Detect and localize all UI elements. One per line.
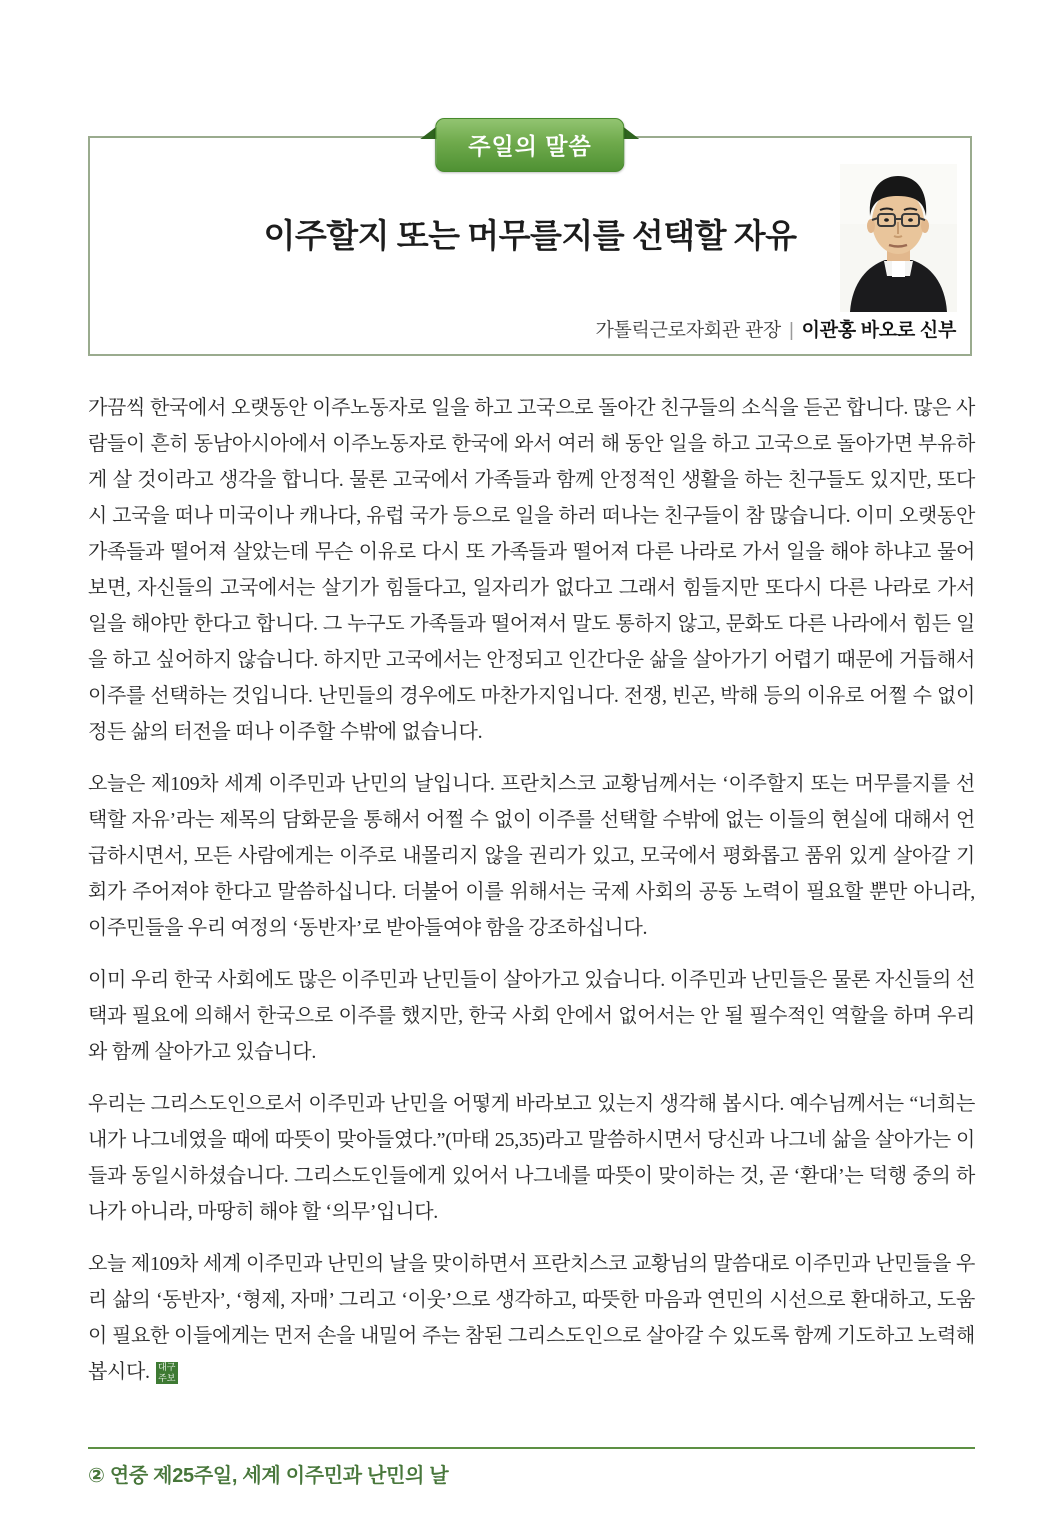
byline-separator: | xyxy=(788,320,794,341)
paragraph-1: 가끔씩 한국에서 오랫동안 이주노동자로 일을 하고 고국으로 돌아간 친구들의 소식을 듣곤 합니다. 많은 사람들이 흔히 동남아시아에서 이주노동자로 한국에 와서 여러 해 동안 일을 하고 고국으로 돌아가면 부유하게 살 것이라고 생각을 합니다. 물론 고국에서 가족들과 함께 안정적인 생활을 하는 친구들도 있지만, 또다시 고국을 떠나 미국이나 캐나다, 유럽 국가 등으로 일을 하러 떠나는 친구들이 참 많습니다. 이미 오랫동안 가족들과 떨어져 살았는데 무슨 이유로 다시 또 가족들과 떨어져 다른 나라로 가서 일을 해야 하냐고 물어보면, 자신들의 고국에서는 살기가 힘들다고, 일자리가 없다고 그래서 힘들지만 또다시 다른 나라로 가서 일을 해야만 한다고 합니다. 그 누구도 가족들과 떨어져서 말도 통하지 않고, 문화도 다른 나라에서 힘든 일을 하고 싶어하지 않습니다. 하지만 고국에서는 안정되고 인간다운 삶을 살아가기 어렵기 때문에 거듭해서 이주를 선택하는 것입니다. 난민들의 경우에도 마찬가지입니다. 전쟁, 빈곤, 박해 등의 이유로 어쩔 수 없이 정든 삶의 터전을 떠나 이주할 수밖에 없습니다. xyxy=(88,397,975,743)
paragraph-2: 오늘은 제109차 세계 이주민과 난민의 날입니다. 프란치스코 교황님께서는 ‘이주할지 또는 머무를지를 선택할 자유’라는 제목의 담화문을 통해서 어쩔 수 없이 이주를 선택할 수밖에 없는 이들의 현실에 대해서 언급하시면서, 모든 사람에게는 이주로 내몰리지 않을 권리가 있고, 모국에서 평화롭고 품위 있게 살아갈 기회가 주어져야 한다고 말씀하십니다. 더불어 이를 위해서는 국제 사회의 공동 노력이 필요할 뿐만 아니라, 이주민들을 우리 여정의 ‘동반자’로 받아들여야 함을 강조하십니다. xyxy=(88,773,975,939)
paragraph-5-text: 오늘 제109차 세계 이주민과 난민의 날을 맞이하면서 프란치스코 교황님의 말씀대로 이주민과 난민들을 우리 삶의 ‘동반자’, ‘형제, 자매’ 그리고 ‘이웃’으로 생각하고, 따뜻한 마음과 연민의 시선으로 환대하고, 도움이 필요한 이들에게는 먼저 손을 내밀어 주는 참된 그리스도인으로 살아갈 수 있도록 함께 기도하고 노력해 봅시다. xyxy=(88,1253,975,1383)
publisher-stamp-line2: 주보 xyxy=(158,1373,176,1383)
byline-affiliation: 가톨릭근로자회관 관장 xyxy=(595,320,781,341)
article-title: 이주할지 또는 머무를지를 선택할 자유 xyxy=(263,219,797,255)
publisher-stamp-icon xyxy=(156,1362,178,1384)
paragraph-4: 우리는 그리스도인으로서 이주민과 난민을 어떻게 바라보고 있는지 생각해 봅시다. 예수님께서는 “너희는 내가 나그네였을 때에 따뜻이 맞아들였다.”(마태 25,35)라고 말씀하시면서 당신과 나그네 삶을 살아가는 이들과 동일시하셨습니다. 그리스도인들에게 있어서 나그네를 따뜻이 맞이하는 것, 곧 ‘환대’는 덕행 중의 하나가 아니라, 마땅히 해야 할 ‘의무’입니다. xyxy=(88,1093,975,1223)
byline-author: 이관홍 바오로 신부 xyxy=(801,320,956,341)
article-body xyxy=(88,390,975,1406)
ribbon-fold-right-icon xyxy=(623,126,640,139)
paragraph-5 xyxy=(88,1246,975,1390)
byline xyxy=(595,315,956,342)
footer-divider xyxy=(88,1447,975,1449)
paragraph-3: 이미 우리 한국 사회에도 많은 이주민과 난민들이 살아가고 있습니다. 이주민과 난민들은 물론 자신들의 선택과 필요에 의해서 한국으로 이주를 했지만, 한국 사회 안에서 없어서는 안 될 필수적인 역할을 하며 우리와 함께 살아가고 있습니다. xyxy=(88,969,975,1063)
section-badge: 주일의 말씀 xyxy=(435,118,624,172)
publisher-stamp-line1: 대구 xyxy=(158,1362,176,1372)
section-ribbon xyxy=(435,118,624,172)
footer-page-label: ② 연중 제25주일, 세계 이주민과 난민의 날 xyxy=(88,1465,449,1487)
header-box xyxy=(88,133,972,356)
page-footer xyxy=(88,1447,975,1488)
priest-portrait-illustration xyxy=(840,164,957,312)
author-photo xyxy=(840,164,957,312)
